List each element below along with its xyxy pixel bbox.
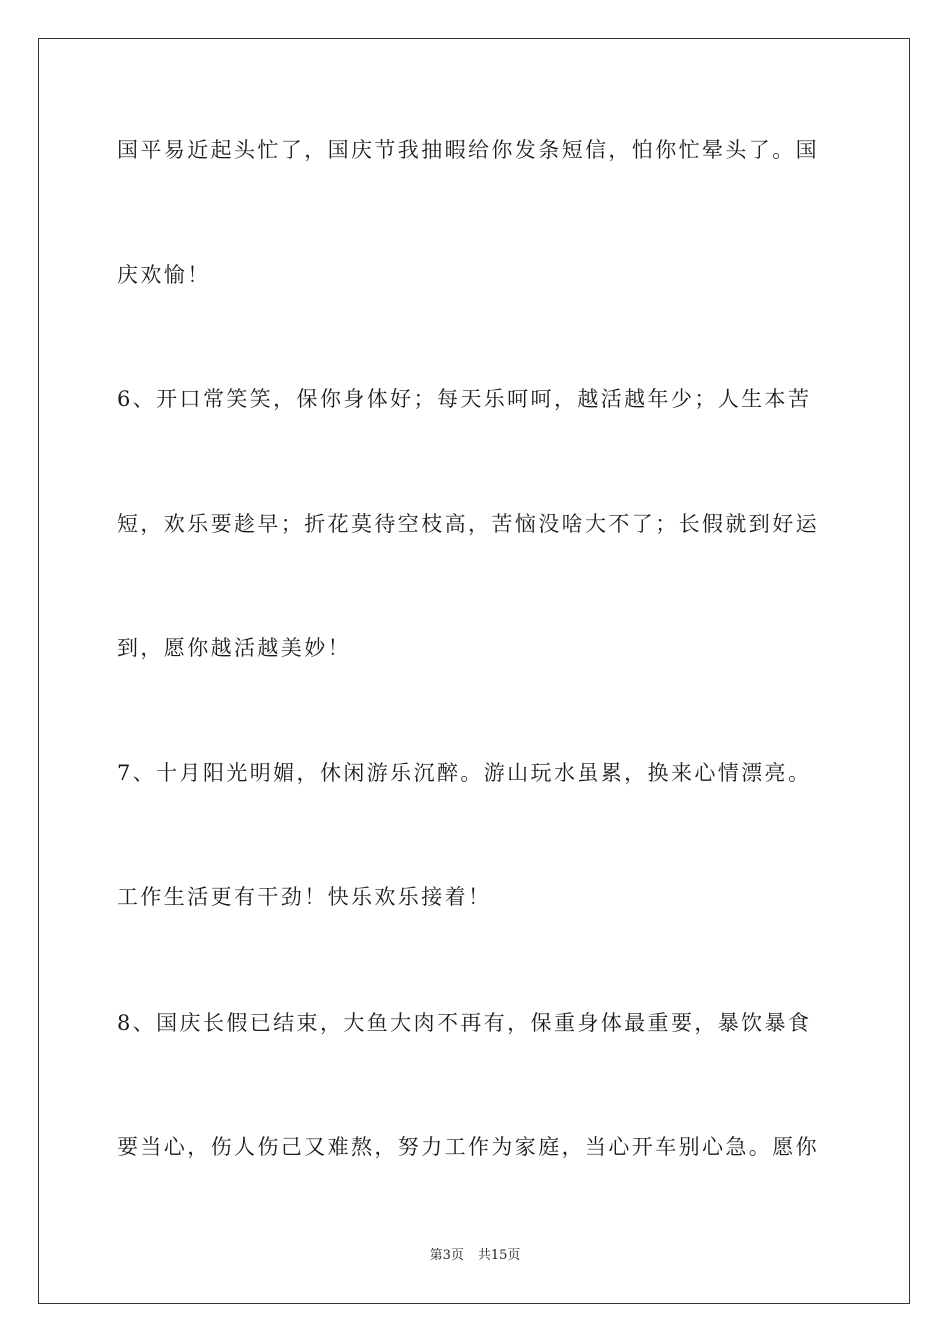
text-line: 7、十月阳光明媚，休闲游乐沉醉。游山玩水虽累，换来心情漂亮。 <box>117 761 812 785</box>
page-number: 第3页 <box>429 1248 464 1263</box>
text-line: 国平易近起头忙了，国庆节我抽暇给你发条短信，怕你忙晕头了。国 <box>117 138 819 162</box>
page-frame <box>38 38 910 1304</box>
page-footer <box>0 1247 950 1265</box>
total-pages: 共15页 <box>477 1248 521 1263</box>
text-line: 要当心，伤人伤己又难熬，努力工作为家庭，当心开车别心急。愿你 <box>117 1135 819 1159</box>
text-line: 庆欢愉！ <box>117 263 211 287</box>
text-line: 到，愿你越活越美妙！ <box>117 636 351 660</box>
text-line: 8、国庆长假已结束，大鱼大肉不再有，保重身体最重要，暴饮暴食 <box>117 1011 812 1035</box>
text-line: 6、开口常笑笑，保你身体好；每天乐呵呵，越活越年少；人生本苦 <box>117 387 812 411</box>
text-line: 工作生活更有干劲！快乐欢乐接着！ <box>117 885 492 909</box>
text-line: 短，欢乐要趁早；折花莫待空枝高，苦恼没啥大不了；长假就到好运 <box>117 512 819 536</box>
